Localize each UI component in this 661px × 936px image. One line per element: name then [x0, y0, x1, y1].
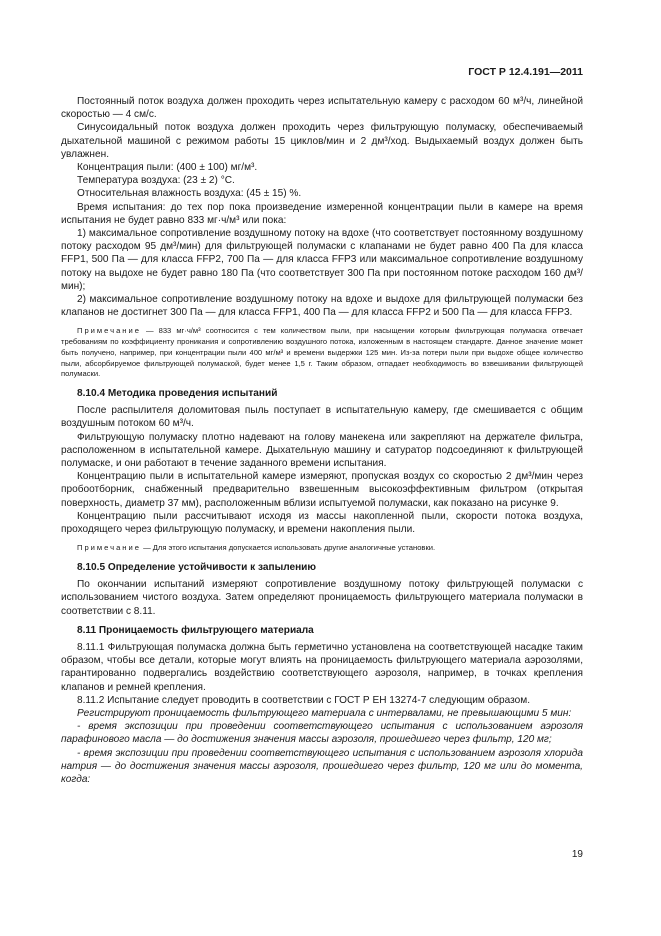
body-paragraph: Постоянный поток воздуха должен проходить через испытательную камеру с расходом 60 м³/ч, линейной скоростью — 4 см/с. — [61, 96, 583, 121]
note-label: Примечание — [77, 326, 141, 336]
body-paragraph: 8.11.1 Фильтрующая полумаска должна быть герметично установлена на соответствующей насадке таким образом, чтобы все детали, которые могут влиять на проницаемость фильтрующего материала аэрозолями, гарантированно подвергались воздействию соответствующего аэрозоля, например, в точках крепления клапанов и ремней крепления. — [61, 641, 583, 693]
note-text: — 833 мг·ч/м³ соотносится с тем количеством пыли, при насыщении которым фильтрующая полумаска отвечает требованиям по коэффициенту проникания и сопротивлению воздушного потока, изложенным в настоящем стандарте. Данное значение может быть получено, например, при концентрации пыли 400 мг/м³ и времени выдержки 125 мин. Из-за потери пыли при выдохе общее количество пыли, абсорбируемое фильтрующей полумаской, будет менее 1,5 г. Таким образом, отпадает необходимость во взвешивании фильтрующей полумаски. — [61, 326, 583, 379]
body-paragraph: Время испытания: до тех пор пока произведение измеренной концентрации пыли в камере на время испытания не будет равно 833 мг·ч/м³ или пока: — [61, 201, 583, 226]
body-paragraph: Температура воздуха: (23 ± 2) °С. — [77, 175, 235, 187]
body-paragraph: Концентрацию пыли в испытательной камере измеряют, пропуская воздух со скоростью 2 дм³/мин через пробоотборник, снабженный предварительно взвешенным высокоэффективным фильтром (открытая поверхность, диаметр 37 мм), расположенным вблизи испытуемой полумаски, как показано на рисунке 9. — [61, 471, 583, 509]
note-text: — Для этого испытания допускается использовать другие аналогичные установки. — [140, 543, 436, 553]
body-paragraph: 2) максимальное сопротивление воздушному потоку на вдохе и выдохе для фильтрующей полумаски без клапанов не достигнет 300 Па — для класса FFP1, 400 Па — для класса FFP2 и 500 Па — для класса FFP3. — [61, 294, 583, 319]
body-paragraph: - время экспозиции при проведении соответствующего испытания с использованием аэрозоля хлорида натрия — до достижения значения массы аэрозоля, прошедшего через фильтр, 120 мг или до момента, когда: — [61, 747, 583, 785]
body-paragraph: После распылителя доломитовая пыль поступает в испытательную камеру, где смешивается с общим воздушным потоком 60 м³/ч. — [61, 405, 583, 430]
note-label: Примечание — [77, 543, 141, 553]
section-heading: 8.10.4 Методика проведения испытаний — [77, 387, 278, 399]
body-paragraph: 8.11.2 Испытание следует проводить в соответствии с ГОСТ Р ЕН 13274-7 следующим образом. — [77, 694, 531, 706]
body-paragraph: Концентрация пыли: (400 ± 100) мг/м³. — [77, 162, 258, 174]
body-paragraph: По окончании испытаний измеряют сопротивление воздушному потоку фильтрующей полумаски с использованием чистого воздуха. Затем определяют проницаемость фильтрующего материала полумаски в соответствии с 8.11. — [61, 579, 583, 617]
body-paragraph: Концентрацию пыли рассчитывают исходя из массы накопленной пыли, скорости потока воздуха, проходящего через фильтрующую полумаску, и времени накопления пыли. — [61, 510, 583, 535]
body-paragraph: Синусоидальный поток воздуха должен проходить через фильтрующую полумаску, обеспечиваемый дыхательной машиной с режимом работы 15 циклов/мин и 2 дм³/ход. Выдыхаемый воздух должен быть увлажнен. — [61, 122, 583, 160]
body-paragraph: Фильтрующую полумаску плотно надевают на голову манекена или закрепляют на держателе фильтра, расположенном в испытательной камере. Дыхательную машину и сатуратор подсоединяют к фильтрующей полумаске, и они работают в течение заданного времени испытания. — [61, 431, 583, 469]
body-paragraph: Регистрируют проницаемость фильтрующего материала с интервалами, не превышающими 5 мин: — [77, 707, 572, 719]
body-paragraph: - время экспозиции при проведении соответствующего испытания с использованием аэрозоля парафинового масла — до достижения значения массы аэрозоля, прошедшего через фильтр, 120 мг; — [61, 721, 583, 746]
document-body — [61, 95, 583, 786]
body-paragraph: 1) максимальное сопротивление воздушному потоку на вдохе (что соответствует постоянному воздушному потоку расходом 95 дм³/мин) для фильтрующей полумаски с клапанами не будет равно 400 Па для класса FFP1, 500 Па — для класса FFP2, 700 Па — для класса FFP3 или максимальное сопротивление воздушному потоку на выдохе не будет равно 180 Па (что соответствует 300 Па при постоянном потоке расходом 160 дм³/мин); — [61, 228, 583, 292]
section-heading: 8.11 Проницаемость фильтрующего материала — [77, 624, 314, 636]
note-paragraph — [61, 326, 583, 380]
section-heading: 8.10.5 Определение устойчивости к запылению — [77, 561, 317, 573]
standard-header: ГОСТ Р 12.4.191—2011 — [468, 66, 583, 78]
note-paragraph — [61, 543, 583, 554]
page-number: 19 — [571, 849, 583, 860]
body-paragraph: Относительная влажность воздуха: (45 ± 15) %. — [77, 188, 302, 200]
